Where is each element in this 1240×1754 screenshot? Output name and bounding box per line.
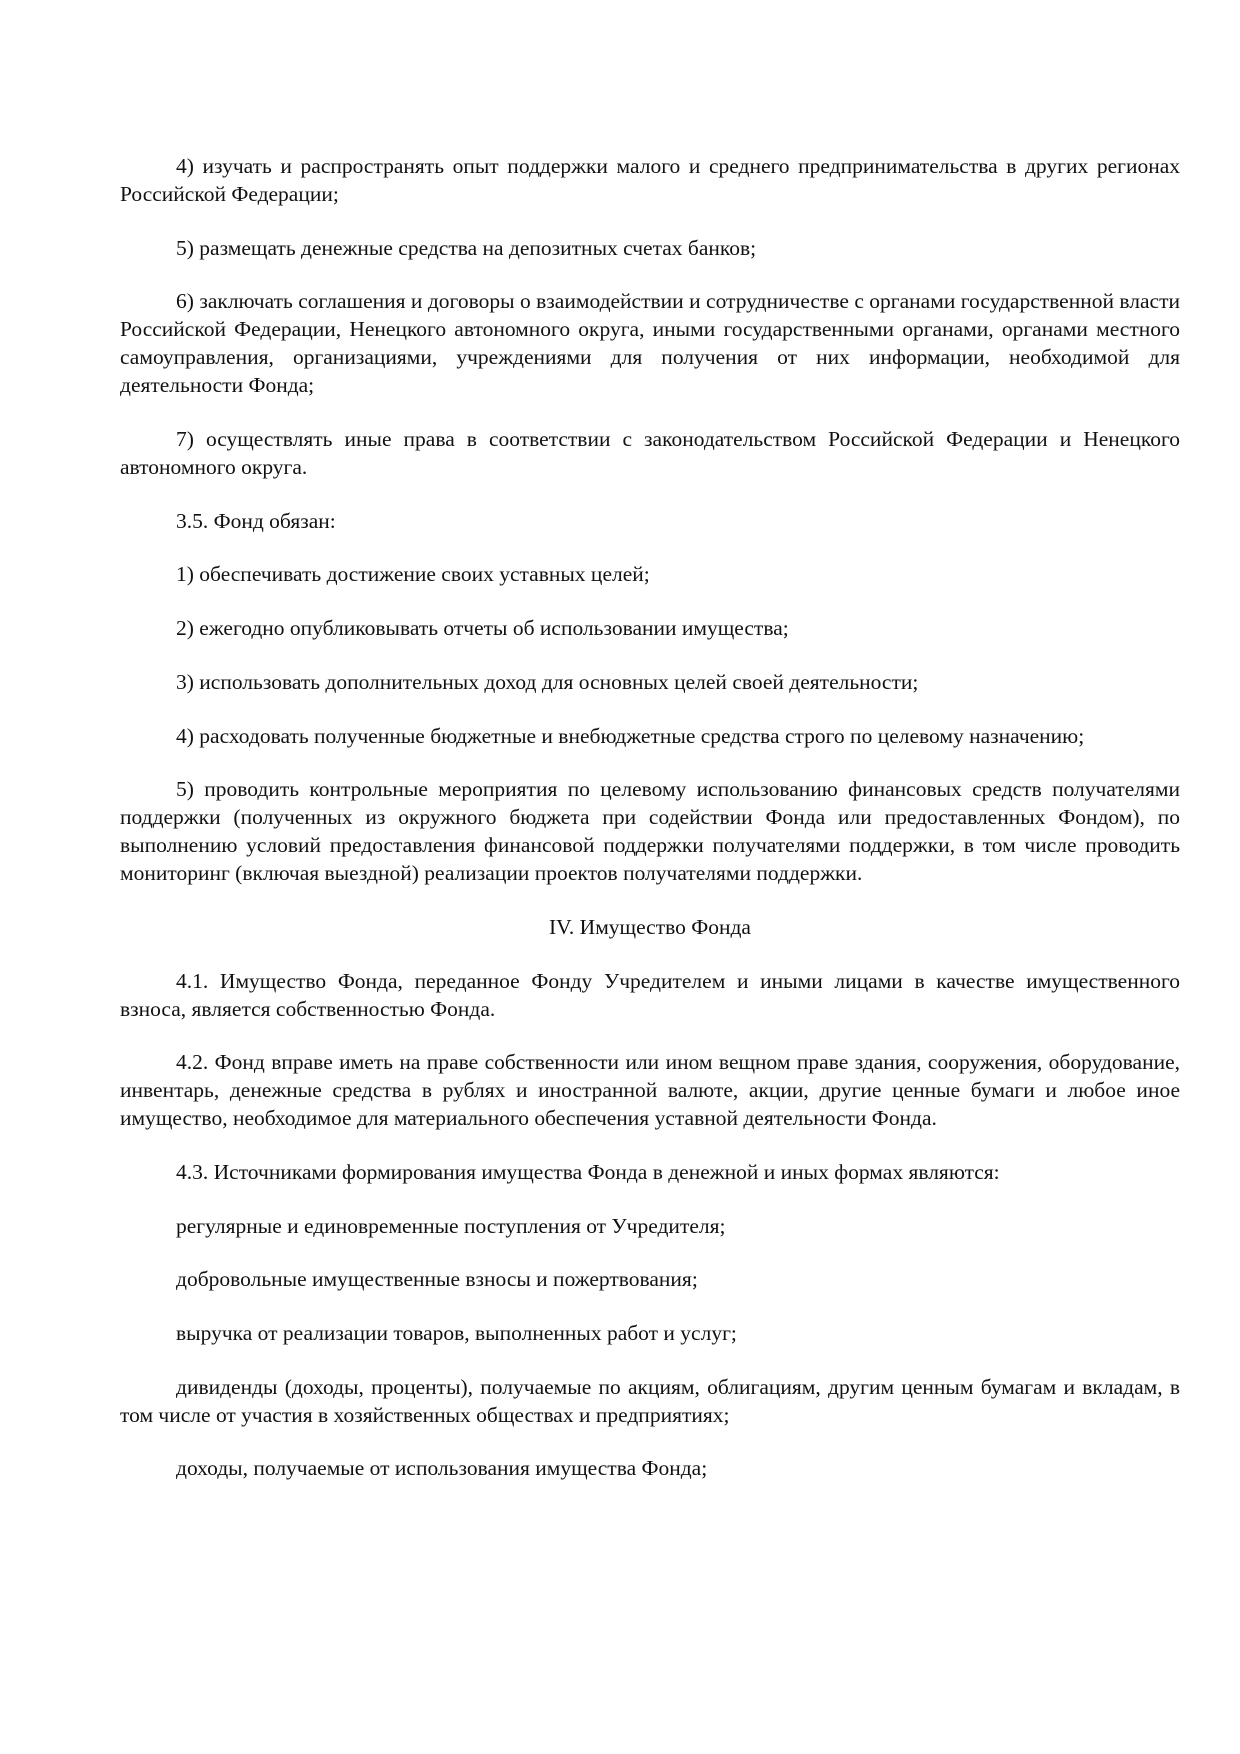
- paragraph: 4) расходовать полученные бюджетные и внебюджетные средства строго по целевому назначению;: [176, 723, 1085, 748]
- paragraph: 5) размещать денежные средства на депозитных счетах банков;: [176, 235, 757, 260]
- section-heading: IV. Имущество Фонда: [549, 914, 751, 939]
- paragraph: выручка от реализации товаров, выполненных работ и услуг;: [176, 1321, 737, 1345]
- paragraph: регулярные и единовременные поступления от Учредителя;: [176, 1213, 726, 1238]
- paragraph: 6) заключать соглашения и договоры о взаимодействии и сотрудничестве с органами государственной власти Российской Федерации, Ненецкого автономного округа, иными государственными органами, органами местного самоуправления, организациями, учреждениями для получения от них информации, необходимой для деятельности Фонда;: [120, 289, 1180, 398]
- paragraph: дивиденды (доходы, проценты), получаемые по акциям, облигациям, другим ценным бумагам и вкладам, в том числе от участия в хозяйственных обществах и предприятиях;: [120, 1374, 1180, 1427]
- paragraph: 4.2. Фонд вправе иметь на праве собственности или ином вещном праве здания, сооружения, оборудование, инвентарь, денежные средства в рублях и иностранной валюте, акции, другие ценные бумаги и любое иное имущество, необходимое для материального обеспечения уставной деятельности Фонда.: [120, 1050, 1180, 1131]
- paragraph: 3.5. Фонд обязан:: [176, 508, 336, 533]
- paragraph: добровольные имущественные взносы и пожертвования;: [176, 1267, 698, 1292]
- paragraph: 4.1. Имущество Фонда, переданное Фонду Учредителем и иными лицами в качестве имущественного взноса, является собственностью Фонда.: [120, 968, 1180, 1021]
- paragraph: 3) использовать дополнительных доход для основных целей своей деятельности;: [176, 669, 919, 694]
- document-page: [120, 152, 1180, 1508]
- paragraph: 2) ежегодно опубликовывать отчеты об использовании имущества;: [176, 616, 789, 641]
- paragraph: 4.3. Источниками формирования имущества Фонда в денежной и иных формах являются:: [176, 1159, 1000, 1184]
- paragraph: 1) обеспечивать достижение своих уставных целей;: [176, 562, 650, 587]
- paragraph: 4) изучать и распространять опыт поддержки малого и среднего предпринимательства в других регионах Российской Федерации;: [120, 154, 1180, 206]
- paragraph: доходы, получаемые от использования имущества Фонда;: [176, 1456, 708, 1481]
- paragraph: 7) осуществлять иные права в соответствии с законодательством Российской Федерации и Ненецкого автономного округа.: [120, 427, 1180, 480]
- paragraph: 5) проводить контрольные мероприятия по целевому использованию финансовых средств получателями поддержки (полученных из окружного бюджета при содействии Фонда или предоставленных Фондом), по выполнению условий предоставления финансовой поддержки получателями поддержки, в том числе проводить мониторинг (включая выездной) реализации проектов получателями поддержки.: [120, 777, 1180, 886]
